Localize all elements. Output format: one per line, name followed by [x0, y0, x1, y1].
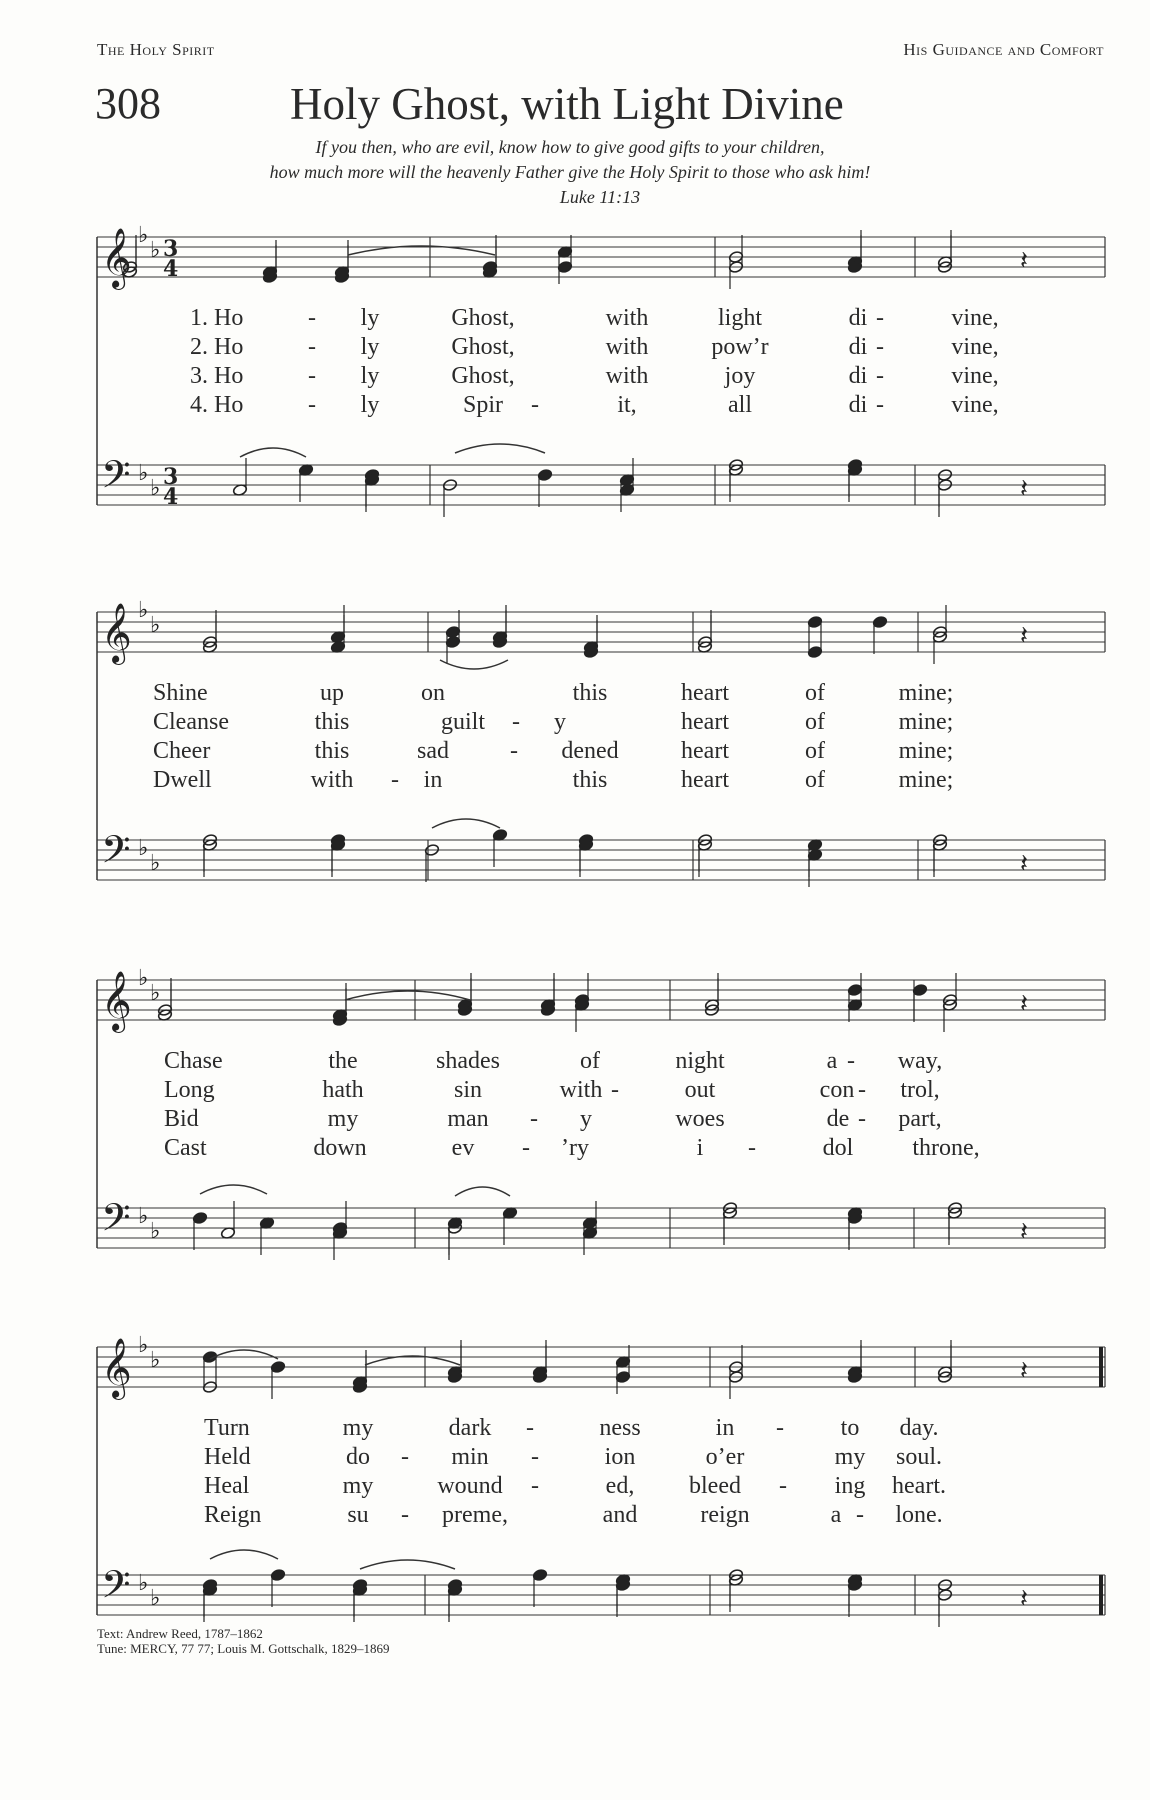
lyric-syllable: o’er — [705, 1444, 745, 1470]
lyric-syllable: Dwell — [153, 767, 212, 793]
lyric-syllable: 3. Ho — [190, 363, 244, 389]
lyric-syllable: my — [342, 1415, 374, 1441]
lyric-syllable: Shine — [153, 680, 208, 706]
lyric-syllable: ed, — [605, 1473, 635, 1499]
note-head — [912, 983, 927, 996]
lyric-syllable: out — [684, 1077, 716, 1103]
lyric-syllable: Ghost, — [451, 363, 515, 389]
flat-icon: ♭ — [150, 1586, 161, 1611]
quarter-rest-icon: 𝄽 — [1020, 1584, 1028, 1614]
lyric-syllable: mine; — [898, 767, 954, 793]
flat-icon: ♭ — [150, 851, 161, 876]
music-system-1 — [0, 215, 1150, 535]
slur — [200, 1185, 267, 1194]
lyric-syllable: this — [572, 767, 608, 793]
flat-icon: ♭ — [150, 238, 161, 263]
lyric-syllable: su — [347, 1502, 369, 1528]
lyric-syllable: on — [421, 680, 445, 706]
lyric-syllable: - — [748, 1135, 756, 1161]
lyric-syllable: of — [805, 767, 825, 793]
lyric-syllable: preme, — [442, 1502, 508, 1528]
lyric-syllable: mine; — [898, 680, 954, 706]
lyric-syllable: - — [847, 1048, 855, 1074]
lyric-syllable: in — [423, 767, 443, 793]
lyric-syllable: heart — [681, 767, 729, 793]
note-head — [615, 1370, 630, 1383]
quarter-rest-icon: 𝄽 — [1020, 246, 1028, 276]
lyric-syllable: - — [876, 305, 884, 331]
lyric-syllable: a — [826, 1048, 838, 1074]
lyric-syllable: de — [826, 1106, 850, 1132]
lyric-syllable: with — [605, 334, 649, 360]
lyric-syllable: heart. — [892, 1473, 946, 1499]
note-head — [192, 1211, 207, 1224]
lyric-syllable: my — [327, 1106, 359, 1132]
lyric-syllable: in — [715, 1415, 735, 1441]
lyric-syllable: - — [531, 392, 539, 418]
lyric-syllable: - — [858, 1106, 866, 1132]
lyric-syllable: and — [602, 1502, 638, 1528]
lyric-syllable: reign — [700, 1502, 750, 1528]
flat-icon: ♭ — [138, 461, 149, 486]
treble-clef-icon: 𝄞 — [101, 228, 132, 288]
quarter-rest-icon: 𝄽 — [1020, 621, 1028, 651]
lyric-syllable: - — [776, 1415, 784, 1441]
lyric-syllable: con — [819, 1077, 855, 1103]
lyric-syllable: ’ry — [561, 1135, 589, 1161]
lyric-syllable: - — [856, 1502, 864, 1528]
bass-clef-icon: 𝄢 — [101, 827, 131, 881]
lyric-syllable: di — [848, 334, 868, 360]
note-head — [557, 260, 572, 273]
lyric-syllable: dol — [822, 1135, 854, 1161]
hymn-title: Holy Ghost, with Light Divine — [290, 79, 844, 129]
lyric-syllable: bleed — [689, 1473, 741, 1499]
epigraph-line-1: If you then, who are evil, know how to give good gifts to your children, — [315, 137, 825, 157]
lyric-syllable: all — [728, 392, 752, 418]
quarter-rest-icon: 𝄽 — [1020, 474, 1028, 504]
lyric-syllable: ing — [834, 1473, 866, 1499]
lyric-syllable: vine, — [951, 392, 999, 418]
lyric-syllable: of — [805, 738, 825, 764]
flat-icon: ♭ — [150, 613, 161, 638]
slur — [440, 660, 508, 669]
lyric-syllable: - — [308, 363, 316, 389]
lyric-syllable: hath — [322, 1077, 364, 1103]
score-staves — [0, 1325, 1150, 1645]
lyric-syllable: - — [510, 738, 518, 764]
time-signature-digit: 4 — [163, 256, 179, 282]
lyric-syllable: vine, — [951, 305, 999, 331]
treble-clef-icon: 𝄞 — [101, 971, 132, 1031]
lyric-syllable: Spir — [462, 392, 504, 418]
slur — [345, 991, 470, 1000]
lyric-syllable: soul. — [895, 1444, 943, 1470]
lyric-syllable: - — [522, 1135, 530, 1161]
note-head — [807, 645, 822, 658]
lyric-syllable: a — [830, 1502, 842, 1528]
lyric-syllable: 4. Ho — [190, 392, 244, 418]
flat-icon: ♭ — [138, 1571, 149, 1596]
slur — [432, 819, 500, 828]
flat-icon: ♭ — [138, 1204, 149, 1229]
lyric-syllable: my — [342, 1473, 374, 1499]
lyric-syllable: wound — [437, 1473, 503, 1499]
lyric-syllable: ness — [599, 1415, 641, 1441]
time-signature-digit: 3 — [163, 464, 179, 490]
tune-credit: Tune: MERCY, 77 77; Louis M. Gottschalk, 1829–1869 — [97, 1641, 390, 1656]
lyric-syllable: joy — [724, 363, 756, 389]
lyric-syllable: - — [391, 767, 399, 793]
lyric-syllable: - — [401, 1444, 409, 1470]
lyric-syllable: di — [848, 363, 868, 389]
text-credit: Text: Andrew Reed, 1787–1862 — [97, 1626, 263, 1641]
lyric-syllable: - — [779, 1473, 787, 1499]
lyric-syllable: the — [328, 1048, 358, 1074]
quarter-rest-icon: 𝄽 — [1020, 989, 1028, 1019]
lyric-syllable: - — [526, 1415, 534, 1441]
quarter-rest-icon: 𝄽 — [1020, 1217, 1028, 1247]
lyric-syllable: ly — [360, 392, 380, 418]
music-system-3 — [0, 958, 1150, 1278]
lyric-syllable: ly — [360, 334, 380, 360]
lyric-syllable: to — [840, 1415, 860, 1441]
note-head — [807, 615, 822, 628]
lyric-syllable: day. — [899, 1415, 939, 1441]
lyric-syllable: - — [308, 392, 316, 418]
lyric-syllable: sad — [417, 738, 449, 764]
slur — [455, 444, 545, 453]
slur — [240, 448, 306, 457]
flat-icon: ♭ — [138, 966, 149, 991]
lyric-syllable: Bid — [164, 1106, 199, 1132]
subsection-header: His Guidance and Comfort — [903, 40, 1104, 59]
bass-clef-icon: 𝄢 — [101, 1562, 131, 1616]
treble-clef-icon: 𝄞 — [101, 1338, 132, 1398]
lyric-syllable: man — [447, 1106, 489, 1132]
lyric-syllable: - — [530, 1106, 538, 1132]
lyric-syllable: vine, — [951, 363, 999, 389]
bass-clef-icon: 𝄢 — [101, 452, 131, 506]
lyric-syllable: - — [531, 1444, 539, 1470]
note-head — [872, 615, 887, 628]
lyric-syllable: with — [605, 305, 649, 331]
lyric-syllable: sin — [453, 1077, 483, 1103]
lyric-syllable: night — [675, 1048, 725, 1074]
hymn-number: 308 — [95, 79, 161, 128]
lyric-syllable: my — [834, 1444, 866, 1470]
slur — [360, 1560, 455, 1569]
flat-icon: ♭ — [150, 1348, 161, 1373]
lyric-syllable: part, — [898, 1106, 942, 1132]
note-head — [445, 635, 460, 648]
lyric-syllable: guilt — [440, 709, 486, 735]
lyric-syllable: - — [308, 305, 316, 331]
note-head — [847, 983, 862, 996]
lyric-syllable: Chase — [164, 1048, 223, 1074]
lyric-syllable: it, — [617, 392, 637, 418]
lyric-syllable: down — [313, 1135, 367, 1161]
lyric-syllable: mine; — [898, 738, 954, 764]
note-head — [270, 1568, 285, 1581]
lyric-syllable: with — [605, 363, 649, 389]
lyric-syllable: of — [580, 1048, 600, 1074]
lyric-syllable: this — [314, 709, 350, 735]
lyric-syllable: do — [346, 1444, 370, 1470]
lyric-syllable: way, — [897, 1048, 943, 1074]
lyric-syllable: trol, — [900, 1077, 940, 1103]
lyric-syllable: Cast — [164, 1135, 207, 1161]
note-head — [270, 1360, 285, 1373]
lyric-syllable: heart — [681, 680, 729, 706]
slur — [210, 1350, 278, 1359]
lyric-syllable: 1. Ho — [190, 305, 244, 331]
note-head — [532, 1568, 547, 1581]
lyric-syllable: Ghost, — [451, 305, 515, 331]
credits — [97, 1626, 390, 1656]
lyric-syllable: heart — [681, 709, 729, 735]
lyric-syllable: - — [308, 334, 316, 360]
flat-icon: ♭ — [150, 981, 161, 1006]
lyric-syllable: this — [572, 680, 608, 706]
treble-clef-icon: 𝄞 — [101, 603, 132, 663]
lyric-syllable: with — [559, 1077, 603, 1103]
lyric-syllable: - — [401, 1502, 409, 1528]
epigraph-reference: Luke 11:13 — [559, 187, 641, 207]
lyric-syllable: di — [848, 392, 868, 418]
lyric-syllable: up — [320, 680, 344, 706]
flat-icon: ♭ — [150, 1219, 161, 1244]
music-system-2 — [0, 590, 1150, 910]
lyric-syllable: ion — [604, 1444, 636, 1470]
lyric-syllable: pow’r — [711, 334, 769, 360]
lyric-syllable: shades — [436, 1048, 500, 1074]
lyric-syllable: y — [554, 709, 566, 735]
lyric-syllable: ly — [360, 305, 380, 331]
slur — [210, 1550, 278, 1559]
lyric-syllable: Turn — [204, 1415, 250, 1441]
lyric-syllable: min — [451, 1444, 489, 1470]
flat-icon: ♭ — [138, 836, 149, 861]
bass-clef-icon: 𝄢 — [101, 1195, 131, 1249]
lyric-syllable: dark — [448, 1415, 492, 1441]
lyric-syllable: - — [611, 1077, 619, 1103]
lyric-syllable: Ghost, — [451, 334, 515, 360]
epigraph-line-2: how much more will the heavenly Father give the Holy Spirit to those who ask him! — [269, 162, 871, 182]
lyric-syllable: Cheer — [153, 738, 211, 764]
lyric-syllable: i — [696, 1135, 704, 1161]
music-system-4 — [0, 1325, 1150, 1645]
lyric-syllable: y — [580, 1106, 592, 1132]
time-signature-digit: 4 — [163, 484, 179, 510]
note-head — [537, 468, 552, 481]
lyric-syllable: - — [876, 392, 884, 418]
quarter-rest-icon: 𝄽 — [1020, 849, 1028, 879]
lyric-syllable: of — [805, 680, 825, 706]
scripture-epigraph — [170, 135, 970, 210]
lyric-syllable: heart — [681, 738, 729, 764]
lyric-syllable: Reign — [204, 1502, 262, 1528]
flat-icon: ♭ — [138, 1333, 149, 1358]
lyric-syllable: this — [314, 738, 350, 764]
quarter-rest-icon: 𝄽 — [1020, 1356, 1028, 1386]
lyric-syllable: ly — [360, 363, 380, 389]
lyric-syllable: Cleanse — [153, 709, 229, 735]
flat-icon: ♭ — [150, 476, 161, 501]
lyric-syllable: - — [876, 363, 884, 389]
lyric-syllable: Held — [204, 1444, 251, 1470]
lyric-syllable: Long — [164, 1077, 215, 1103]
lyric-syllable: Heal — [204, 1473, 250, 1499]
lyric-syllable: woes — [675, 1106, 725, 1132]
lyric-syllable: ev — [451, 1135, 475, 1161]
time-signature-digit: 3 — [163, 236, 179, 262]
lyric-syllable: with — [310, 767, 354, 793]
lyric-syllable: lone. — [895, 1502, 943, 1528]
lyric-syllable: - — [876, 334, 884, 360]
lyric-syllable: mine; — [898, 709, 954, 735]
lyric-syllable: - — [858, 1077, 866, 1103]
lyric-syllable: 2. Ho — [190, 334, 244, 360]
lyric-syllable: dened — [561, 738, 619, 764]
section-header: The Holy Spirit — [97, 40, 215, 59]
lyric-syllable: light — [717, 305, 763, 331]
lyric-syllable: throne, — [912, 1135, 980, 1161]
lyric-syllable: - — [531, 1473, 539, 1499]
flat-icon: ♭ — [138, 223, 149, 248]
lyric-syllable: vine, — [951, 334, 999, 360]
slur — [455, 1187, 510, 1196]
lyric-syllable: of — [805, 709, 825, 735]
lyric-syllable: - — [512, 709, 520, 735]
flat-icon: ♭ — [138, 598, 149, 623]
lyric-syllable: di — [848, 305, 868, 331]
